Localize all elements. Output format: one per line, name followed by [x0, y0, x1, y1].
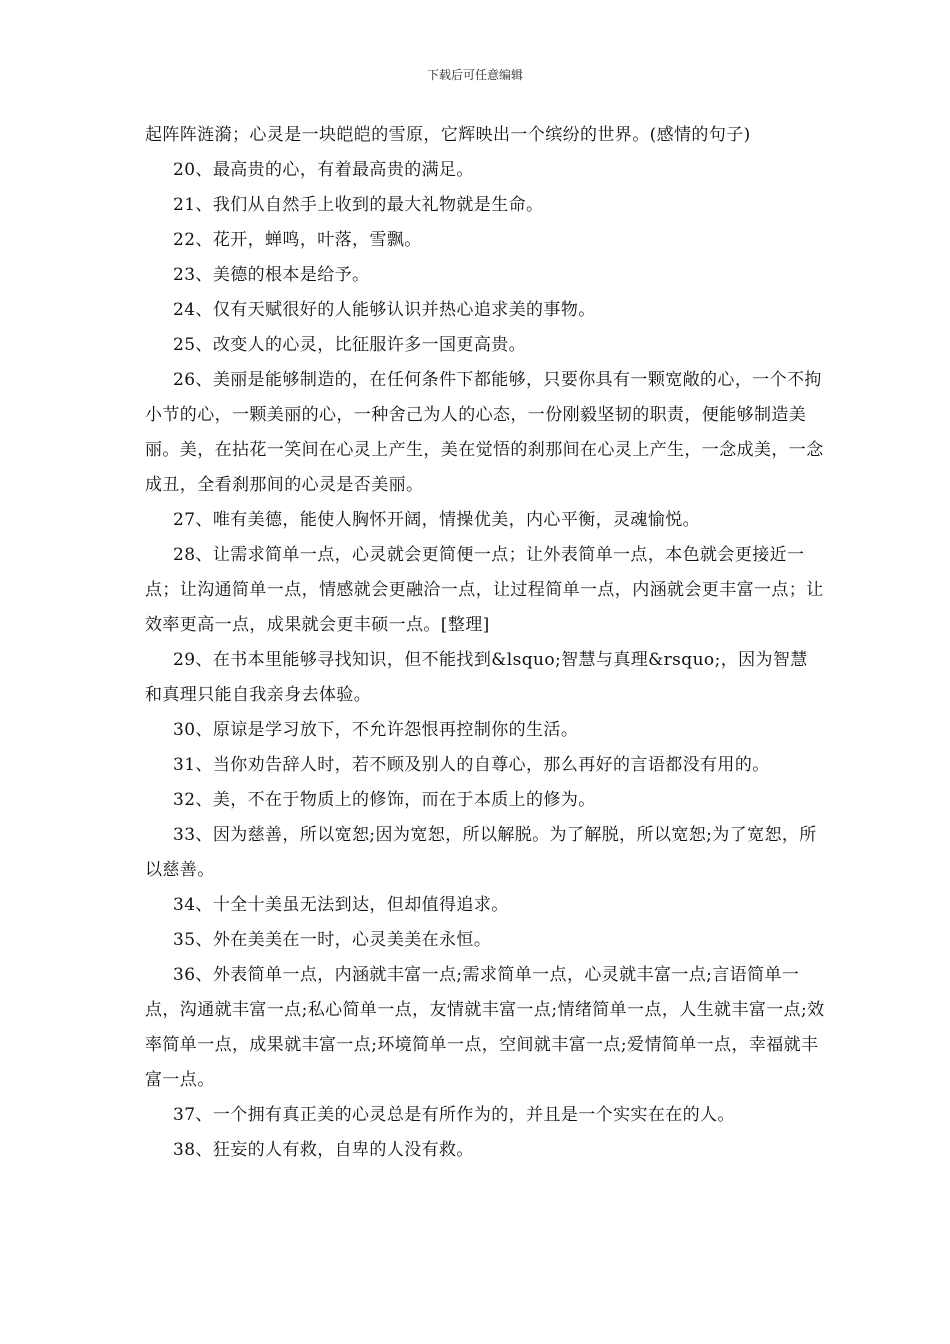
- paragraph: 36、外表简单一点，内涵就丰富一点;需求简单一点，心灵就丰富一点;言语简单一点，沟通就丰富一点;私心简单一点，友情就丰富一点;情绪简单一点，人生就丰富一点;效率简单一点，成果就丰富一点;环境简单一点，空间就丰富一点;爱情简单一点，幸福就丰富一点。: [145, 965, 825, 1090]
- paragraph: 29、在书本里能够寻找知识，但不能找到&lsquo;智慧与真理&rsquo;，因为智慧和真理只能自我亲身去体验。: [145, 650, 808, 705]
- paragraph: 33、因为慈善，所以宽恕;因为宽恕，所以解脱。为了解脱，所以宽恕;为了宽恕，所以慈善。: [145, 825, 817, 880]
- paragraph: 34、十全十美虽无法到达，但却值得追求。: [173, 895, 509, 915]
- paragraph: 37、一个拥有真正美的心灵总是有所作为的，并且是一个实实在在的人。: [173, 1105, 735, 1125]
- paragraph: 24、仅有天赋很好的人能够认识并热心追求美的事物。: [173, 300, 596, 320]
- paragraph: 21、我们从自然手上收到的最大礼物就是生命。: [173, 195, 544, 215]
- paragraph: 38、狂妄的人有救，自卑的人没有救。: [173, 1140, 474, 1160]
- paragraph: 起阵阵涟漪；心灵是一块皑皑的雪原，它辉映出一个缤纷的世界。(感情的句子): [145, 125, 751, 145]
- document-body: [145, 118, 825, 1168]
- paragraph: 22、花开，蝉鸣，叶落，雪飘。: [173, 230, 422, 250]
- paragraph: 28、让需求简单一点，心灵就会更简便一点；让外表简单一点，本色就会更接近一点；让沟通简单一点，情感就会更融洽一点，让过程简单一点，内涵就会更丰富一点；让效率更高一点，成果就会更丰硕一点。[整理]: [145, 545, 824, 635]
- paragraph: 32、美，不在于物质上的修饰，而在于本质上的修为。: [173, 790, 596, 810]
- paragraph: 26、美丽是能够制造的，在任何条件下都能够，只要你具有一颗宽敞的心，一个不拘小节的心，一颗美丽的心，一种舍己为人的心态，一份刚毅坚韧的职责，便能够制造美丽。美，在拈花一笑间在心灵上产生，美在觉悟的刹那间在心灵上产生，一念成美，一念成丑，全看刹那间的心灵是否美丽。: [145, 370, 824, 495]
- page-header: 下载后可任意编辑: [426, 68, 523, 82]
- paragraph: 20、最高贵的心，有着最高贵的满足。: [173, 160, 474, 180]
- paragraph: 30、原谅是学习放下，不允许怨恨再控制你的生活。: [173, 720, 579, 740]
- paragraph: 23、美德的根本是给予。: [173, 265, 370, 285]
- paragraph: 27、唯有美德，能使人胸怀开阔，情操优美，内心平衡，灵魂愉悦。: [173, 510, 701, 530]
- paragraph: 31、当你劝告辞人时，若不顾及别人的自尊心，那么再好的言语都没有用的。: [173, 755, 770, 775]
- paragraph: 35、外在美美在一时，心灵美美在永恒。: [173, 930, 492, 950]
- paragraph: 25、改变人的心灵，比征服许多一国更高贵。: [173, 335, 527, 355]
